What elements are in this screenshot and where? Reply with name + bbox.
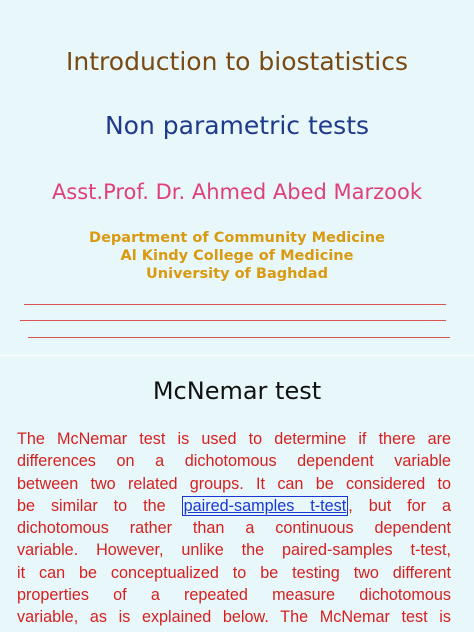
body-fragment: , but for a <box>348 496 452 515</box>
body-line: it can be conceptualized to be testing two different <box>17 563 451 582</box>
university-line: University of Baghdad <box>146 266 328 282</box>
paired-samples-t-test-link[interactable]: paired-samples t-test <box>183 496 347 515</box>
body-line: properties of a repeated measure dichotomous <box>17 586 451 605</box>
college-line: Al Kindy College of Medicine <box>120 248 354 264</box>
body-text <box>17 428 451 629</box>
department-line: Department of Community Medicine <box>89 230 385 246</box>
presentation-subtitle: Non parametric tests <box>104 111 370 140</box>
presentation-title: Introduction to biostatistics <box>66 47 408 76</box>
author-name: Asst.Prof. Dr. Ahmed Abed Marzook <box>51 180 423 204</box>
body-line: dichotomous rather than a continuous dependent <box>17 519 451 538</box>
slide-title: McNemar test <box>152 377 322 405</box>
body-line: between two related groups. It can be considered to <box>17 474 451 493</box>
body-line-with-link <box>17 495 451 517</box>
body-line: differences on a dichotomous dependent variable <box>17 452 451 471</box>
divider-line <box>24 304 446 305</box>
body-line: variable. However, unlike the paired-samples t-test, <box>17 541 451 560</box>
divider-line <box>28 337 450 338</box>
body-fragment: be similar to the <box>17 496 166 515</box>
body-line: variable, as is explained below. The McNemar test is <box>17 608 451 627</box>
divider-line <box>20 320 446 321</box>
body-line: The McNemar test is used to determine if there are <box>17 430 451 448</box>
